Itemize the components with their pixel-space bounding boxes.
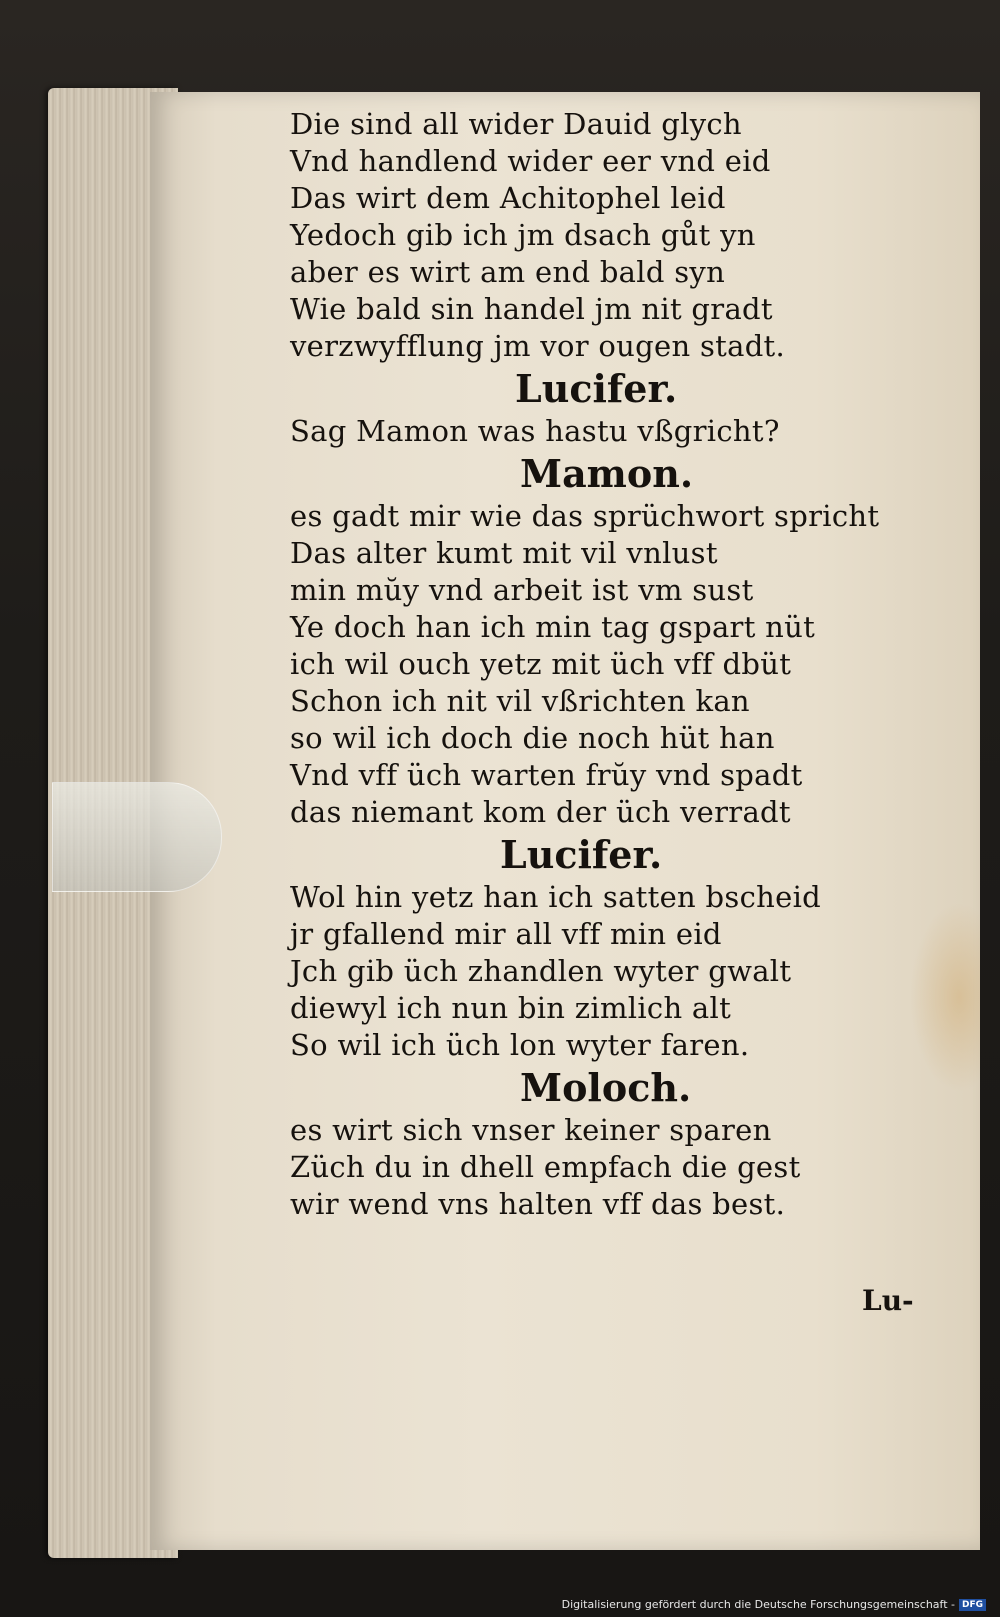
page-text [290,106,930,1223]
verse-group-4 [290,879,930,1064]
verse-line: Ye doch han ich min tag gspart nüt [290,610,816,644]
verse-group-2 [290,413,930,450]
verse-line: Vnd vff üch warten frŭy vnd spadt [290,758,803,792]
verse-line: ich wil ouch yetz mit üch vff dbüt [290,647,792,681]
verse-line: Jch gib üch zhandlen wyter gwalt [290,954,792,988]
verse-line: Wol hin yetz han ich satten bscheid [290,880,822,914]
book-holder-clip [52,782,222,892]
credit-text: Digitalisierung gefördert durch die Deutsche Forschungsgemeinschaft - [561,1598,955,1611]
speaker-heading: Mamon. [520,451,694,496]
speaker-heading: Lucifer. [515,366,678,411]
verse-line: So wil ich üch lon wyter faren. [290,1028,750,1062]
verse-line: es gadt mir wie das sprüchwort spricht [290,499,880,533]
catchword: Lu- [862,1284,914,1317]
verse-line: Schon ich nit vil vßrichten kan [290,684,750,718]
verse-line: Vnd handlend wider eer vnd eid [290,144,771,178]
verse-line: wir wend vns halten vff das best. [290,1187,786,1221]
digitization-credit [562,1598,986,1611]
dfg-logo: DFG [959,1599,986,1611]
verse-line: Züch du in dhell empfach die gest [290,1150,801,1184]
verse-line: Sag Mamon was hastu vßgricht? [290,414,780,448]
verse-line: verzwyfflung jm vor ougen stadt. [290,329,786,363]
verse-group-3 [290,498,930,831]
verse-line: Die sind all wider Dauid glych [290,107,742,141]
verse-line: aber es wirt am end bald syn [290,255,726,289]
verse-line: so wil ich doch die noch hüt han [290,721,775,755]
verse-line: min mŭy vnd arbeit ist vm sust [290,573,754,607]
speaker-heading: Lucifer. [500,832,663,877]
speaker-heading: Moloch. [520,1065,692,1110]
verse-line: diewyl ich nun bin zimlich alt [290,991,732,1025]
verse-line: Wie bald sin handel jm nit gradt [290,292,773,326]
verse-line: Das alter kumt mit vil vnlust [290,536,718,570]
verse-line: es wirt sich vnser keiner sparen [290,1113,772,1147]
verse-line: jr gfallend mir all vff min eid [290,917,722,951]
verse-line: das niemant kom der üch verradt [290,795,791,829]
verse-line: Yedoch gib ich jm dsach gůt yn [290,218,756,252]
verse-line: Das wirt dem Achitophel leid [290,181,726,215]
verse-group-5 [290,1112,930,1223]
verse-group-1 [290,106,930,365]
